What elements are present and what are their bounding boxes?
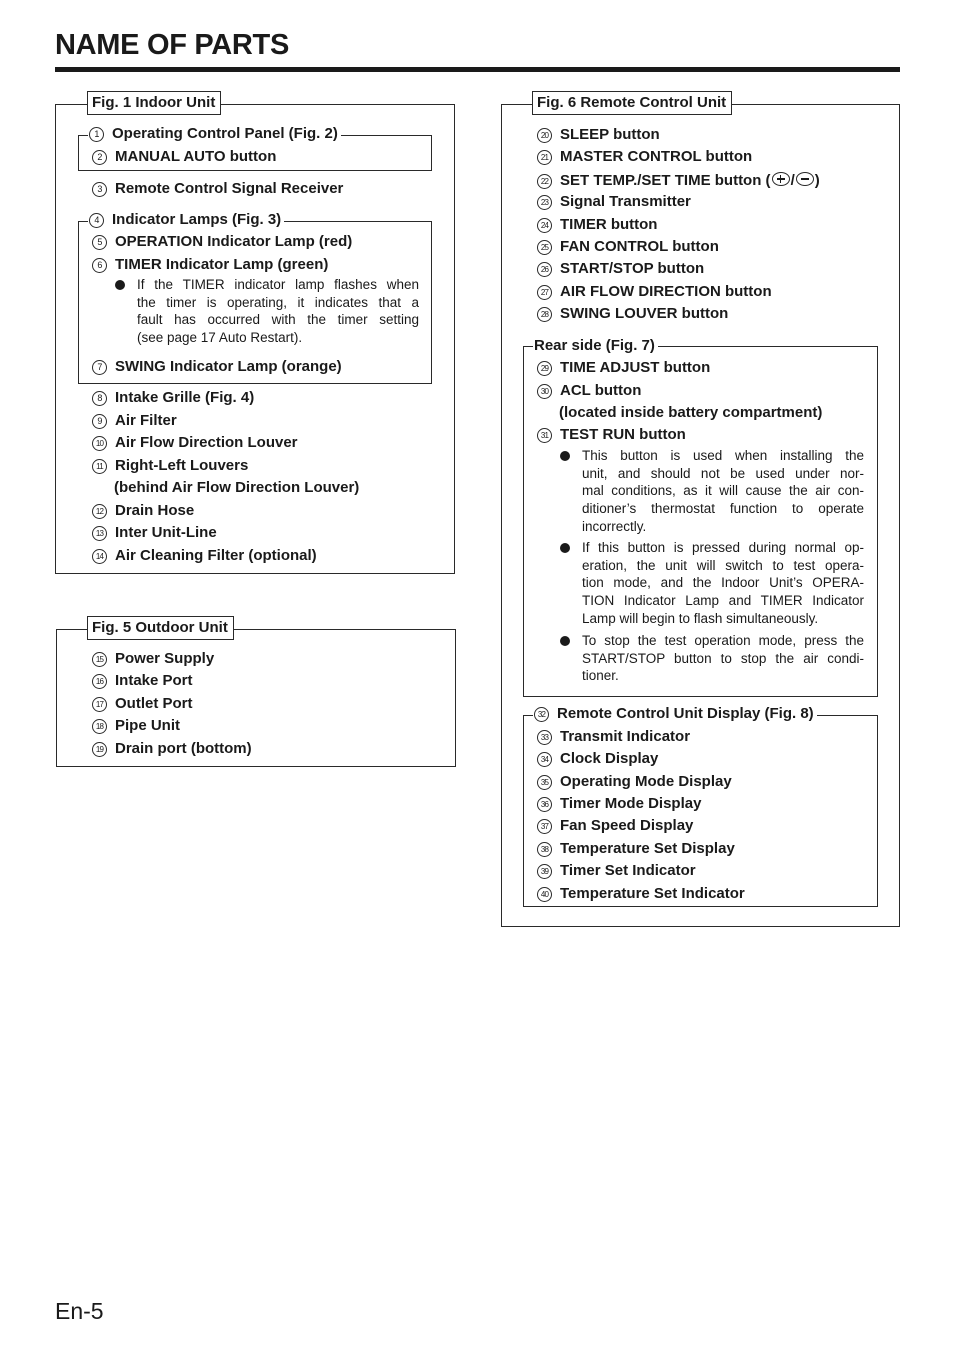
note-line: (see page 17 Auto Restart).: [137, 330, 303, 346]
item-number: 19: [92, 742, 107, 757]
list-item: [537, 751, 658, 767]
item-label: TIMER button: [560, 216, 658, 233]
list-item: [537, 729, 690, 745]
page-title: NAME OF PARTS: [55, 29, 290, 61]
item-label: SET TEMP./SET TIME button (: [560, 172, 771, 189]
temp-down-icon: [796, 172, 814, 186]
note-line: If the TIMER indicator lamp flashes when: [137, 277, 419, 292]
note-line: START/STOP button to stop the air condi-: [582, 650, 864, 666]
item-number: 34: [537, 752, 552, 767]
remote-unit-label: Fig. 6 Remote Control Unit: [532, 91, 732, 115]
list-item: [92, 741, 252, 757]
note-line: tioner.: [582, 668, 619, 684]
item-number: 37: [537, 819, 552, 834]
item-number: 15: [92, 652, 107, 667]
note-line: If this button is pressed during normal op-: [582, 540, 864, 555]
list-item: [92, 548, 317, 564]
test-run-note: [582, 539, 864, 628]
item-number: 21: [537, 150, 552, 165]
item-number: 25: [537, 240, 552, 255]
list-item: [537, 261, 704, 277]
list-item: [92, 234, 352, 250]
item-number: 31: [537, 428, 552, 443]
note-line: TION Indicator Lamp and TIMER Indicator: [582, 593, 864, 609]
list-item: [537, 818, 693, 834]
item-number: 27: [537, 285, 552, 300]
list-item: [92, 696, 193, 712]
bullet-icon: [560, 451, 570, 461]
list-item: [88, 126, 341, 142]
item-number: 29: [537, 361, 552, 376]
item-number: 26: [537, 262, 552, 277]
item-number: 22: [537, 174, 552, 189]
item-label: Temperature Set Display: [560, 840, 735, 857]
rear-side-label: Rear side (Fig. 7): [533, 338, 658, 354]
item-label: Air Cleaning Filter (optional): [115, 547, 317, 564]
item-label: Timer Mode Display: [560, 795, 702, 812]
list-item: [537, 774, 732, 790]
item-label: TIMER Indicator Lamp (green): [115, 256, 329, 273]
outdoor-unit-label: Fig. 5 Outdoor Unit: [87, 616, 234, 640]
item-label: Remote Control Signal Receiver: [115, 180, 344, 197]
item-number: 13: [92, 526, 107, 541]
item-label: Signal Transmitter: [560, 193, 691, 210]
list-item: [92, 651, 214, 667]
item-number: 28: [537, 307, 552, 322]
item-label: MASTER CONTROL button: [560, 148, 753, 165]
item-number: 9: [92, 414, 107, 429]
list-item: [92, 413, 177, 429]
item-label: MANUAL AUTO button: [115, 148, 277, 165]
item-number: 6: [92, 258, 107, 273]
item-number: 20: [537, 128, 552, 143]
item-label: FAN CONTROL button: [560, 238, 719, 255]
bullet-icon: [560, 543, 570, 553]
item-number: 1: [89, 127, 104, 142]
item-label: Transmit Indicator: [560, 728, 691, 745]
acl-note: (located inside battery compartment): [559, 404, 823, 421]
item-label: OPERATION Indicator Lamp (red): [115, 233, 353, 250]
item-label: Air Filter: [115, 412, 177, 429]
item-label: Pipe Unit: [115, 717, 181, 734]
item-number: 18: [92, 719, 107, 734]
item-number: 23: [537, 195, 552, 210]
bullet-icon: [115, 280, 125, 290]
item-number: 3: [92, 182, 107, 197]
note-line: To stop the test operation mode, press the: [582, 633, 864, 648]
item-number: 4: [89, 213, 104, 228]
note-line: tion mode, and the Indoor Unit’s OPERA-: [582, 575, 864, 591]
list-item: [537, 284, 772, 300]
list-item: [92, 525, 217, 541]
list-item: [92, 718, 180, 734]
item-number: 24: [537, 218, 552, 233]
bullet-icon: [560, 636, 570, 646]
item-label: Power Supply: [115, 650, 215, 667]
note-line: This button is used when installing the: [582, 448, 864, 463]
item-number: 12: [92, 504, 107, 519]
test-run-note: [582, 632, 864, 685]
list-item: [537, 149, 752, 165]
item-label: Drain Hose: [115, 502, 195, 519]
note-line: unit, and should not be used under nor-: [582, 465, 864, 481]
note-line: mal conditions, as it will cause the air con-: [582, 483, 864, 499]
item-label: Outlet Port: [115, 695, 193, 712]
item-number: 17: [92, 697, 107, 712]
item-label: Temperature Set Indicator: [560, 885, 745, 902]
item-label: Intake Port: [115, 672, 193, 689]
indoor-unit-label: Fig. 1 Indoor Unit: [87, 91, 221, 115]
list-item: [537, 796, 701, 812]
test-run-note: [582, 447, 864, 536]
list-item: [92, 257, 328, 273]
list-item: [537, 427, 686, 443]
item-label: SWING Indicator Lamp (orange): [115, 358, 342, 375]
list-item: [537, 217, 657, 233]
list-item: [88, 212, 284, 228]
close-paren: ): [814, 172, 820, 189]
list-item: [537, 239, 719, 255]
list-item: [92, 149, 276, 165]
list-item: [92, 435, 298, 451]
note-line: eration, the unit will switch to test opera-: [582, 557, 864, 573]
item-number: 14: [92, 549, 107, 564]
item-label: Right-Left Louvers: [115, 457, 249, 474]
item-number: 39: [537, 864, 552, 879]
item-label: Drain port (bottom): [115, 740, 252, 757]
list-item: [92, 181, 343, 197]
item-label: TEST RUN button: [560, 426, 686, 443]
item-number: 32: [534, 707, 549, 722]
item-label: START/STOP button: [560, 260, 705, 277]
item-number: 35: [537, 775, 552, 790]
temp-up-icon: [772, 172, 790, 186]
list-item: [537, 886, 745, 902]
item-label: Fan Speed Display: [560, 817, 694, 834]
timer-note: [137, 276, 419, 347]
list-item: [92, 390, 254, 406]
list-item: [92, 503, 194, 519]
item-number: 36: [537, 797, 552, 812]
item-number: 7: [92, 360, 107, 375]
item-label: Intake Grille (Fig. 4): [115, 389, 255, 406]
item-label: SWING LOUVER button: [560, 305, 729, 322]
item-label: Clock Display: [560, 750, 659, 767]
item-label: TIME ADJUST button: [560, 359, 711, 376]
item-number: 38: [537, 842, 552, 857]
item-label: Indicator Lamps (Fig. 3): [112, 211, 282, 228]
item-number: 11: [92, 459, 107, 474]
note-line: ditioner’s thermostat function to operate: [582, 501, 864, 517]
item-label: ACL button: [560, 382, 642, 399]
item-number: 40: [537, 887, 552, 902]
item-number: 33: [537, 730, 552, 745]
list-item: [533, 706, 817, 722]
note-line: incorrectly.: [582, 518, 647, 534]
note-line: fault has occurred with the timer setting: [137, 312, 419, 328]
item-number: 10: [92, 436, 107, 451]
item-label: Timer Set Indicator: [560, 862, 696, 879]
separator: /: [790, 172, 795, 189]
item-label: SLEEP button: [560, 126, 660, 143]
list-item: [537, 127, 660, 143]
item-number: 5: [92, 235, 107, 250]
item-label: Air Flow Direction Louver: [115, 434, 298, 451]
page-number: En-5: [55, 1298, 104, 1324]
item-label: Remote Control Unit Display (Fig. 8): [557, 705, 814, 722]
item-label: Operating Mode Display: [560, 773, 732, 790]
list-item: [92, 458, 248, 474]
item-label: AIR FLOW DIRECTION button: [560, 283, 772, 300]
note-line: Lamp will begin to flash simultaneously.: [582, 610, 819, 626]
list-item: [537, 360, 710, 376]
item-number: 8: [92, 391, 107, 406]
title-rule: [55, 67, 900, 72]
list-item: [92, 673, 193, 689]
item-label: Inter Unit-Line: [115, 524, 217, 541]
list-item: [537, 306, 728, 322]
list-item: [537, 841, 735, 857]
item-label: Operating Control Panel (Fig. 2): [112, 125, 338, 142]
list-item: [537, 172, 820, 189]
item-number: 30: [537, 384, 552, 399]
list-item: [537, 383, 641, 399]
item-number: 2: [92, 150, 107, 165]
item-number: 16: [92, 674, 107, 689]
note-line: the timer is operating, it indicates that a: [137, 294, 419, 310]
list-item: [92, 359, 342, 375]
list-item: [537, 194, 691, 210]
louver-note: (behind Air Flow Direction Louver): [114, 479, 360, 496]
list-item: [537, 863, 696, 879]
